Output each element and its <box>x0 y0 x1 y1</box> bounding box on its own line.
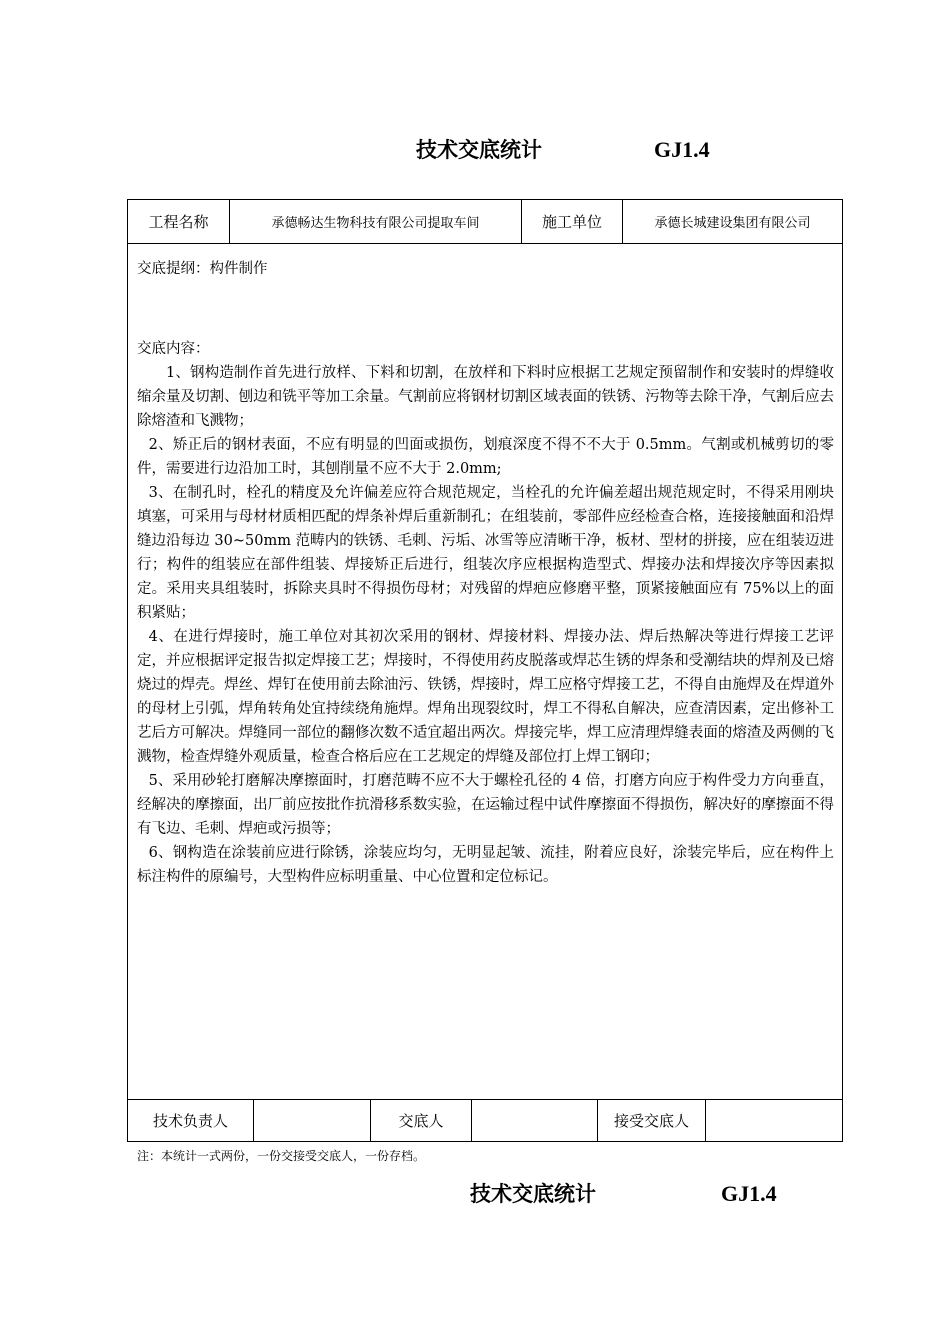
content-paragraph: 4、在进行焊接时，施工单位对其初次采用的钢材、焊接材料、焊接办法、焊后热解决等进行焊接工艺评定，并应根据评定报告拟定焊接工艺；焊接时，不得使用药皮脱落或焊芯生锈的焊条和受潮结块的焊剂及已熔烧过的焊壳。焊丝、焊钉在使用前去除油污、铁锈，焊接时，焊工应格守焊接工艺，不得自由施焊及在焊道外的母材上引弧，焊角转角处宜持续绕角施焊。焊角出现裂纹时，焊工不得私自解决，应查清因素，定出修补工艺后方可解决。焊缝同一部位的翻修次数不适宜超出两次。焊接完毕，焊工应清理焊缝表面的熔渣及两侧的飞溅物，检查焊缝外观质量，检查合格后应在工艺规定的焊缝及部位打上焊工钢印； <box>137 629 834 765</box>
project-name-value: 承德畅达生物科技有限公司提取车间 <box>230 200 522 243</box>
footnote: 注：本统计一式两份，一份交接受交底人，一份存档。 <box>137 1149 426 1163</box>
briefing-form <box>127 199 843 1142</box>
tech-lead-signature[interactable] <box>254 1100 371 1141</box>
content-paragraph: 1、钢构造制作首先进行放样、下料和切割，在放样和下料时应根据工艺规定预留制作和安装时的焊缝收缩余量及切割、刨边和铣平等加工余量。气割前应将钢材切割区域表面的铁锈、污物等去除干净，气割后应去除熔渣和飞溅物； <box>137 365 834 429</box>
project-name-label: 工程名称 <box>128 200 230 243</box>
briefing-outline: 交底提纲：构件制作 <box>137 261 268 277</box>
content-paragraph: 3、在制孔时，栓孔的精度及允许偏差应符合规范规定，当栓孔的允许偏差超出规范规定时，不得采用刚块填塞，可采用与母材材质相匹配的焊条补焊后重新制孔；在组装前，零部件应经检查合格，连接接触面和沿焊缝边沿每边 30~50mm 范畴内的铁锈、毛刺、污垢、冰雪等应清晰干净，板材、型材的拼接，应在组装迈进行；构件的组装应在部件组装、焊接矫正后进行，组装次序应根据构造型式、焊接办法和焊接次序等因素拟定。采用夹具组装时，拆除夹具时不得损伤母材；对残留的焊疤应修磨平整，顶紧接触面应有 75%以上的面积紧贴； <box>137 485 834 621</box>
form-code: GJ1.4 <box>721 1181 777 1206</box>
receiver-signature[interactable] <box>706 1100 842 1141</box>
content-label: 交底内容： <box>137 341 210 357</box>
content-paragraph: 6、钢构造在涂装前应进行除锈，涂装应均匀，无明显起皱、流挂，附着应良好，涂装完毕后，应在构件上标注构件的原编号，大型构件应标明重量、中心位置和定位标记。 <box>137 845 834 885</box>
contractor-label: 施工单位 <box>522 200 623 243</box>
briefing-body <box>128 244 842 1103</box>
tech-lead-label: 技术负责人 <box>128 1100 254 1141</box>
briefer-signature[interactable] <box>472 1100 598 1141</box>
header-row <box>128 200 842 244</box>
contractor-value: 承德长城建设集团有限公司 <box>654 216 811 231</box>
title-text: 技术交底统计 <box>470 1181 596 1206</box>
content-paragraph: 2、矫正后的钢材表面，不应有明显的凹面或损伤，划痕深度不得不不大于 0.5mm。气割或机械剪切的零件，需要进行边沿加工时，其刨削量不应不大于 2.0mm; <box>137 437 834 477</box>
briefer-label: 交底人 <box>371 1100 472 1141</box>
content-paragraph: 5、采用砂轮打磨解决摩擦面时，打磨范畴不应不大于螺栓孔径的 4 倍，打磨方向应于构件受力方向垂直，经解决的摩擦面，出厂前应按批作抗滑移系数实验，在运输过程中试件摩擦面不得损伤，解决好的摩擦面不得有飞边、毛刺、焊疤或污损等； <box>137 773 834 837</box>
form-code: GJ1.4 <box>654 137 710 162</box>
signature-row <box>128 1099 842 1141</box>
receiver-label: 接受交底人 <box>598 1100 706 1141</box>
title-text: 技术交底统计 <box>416 137 542 162</box>
